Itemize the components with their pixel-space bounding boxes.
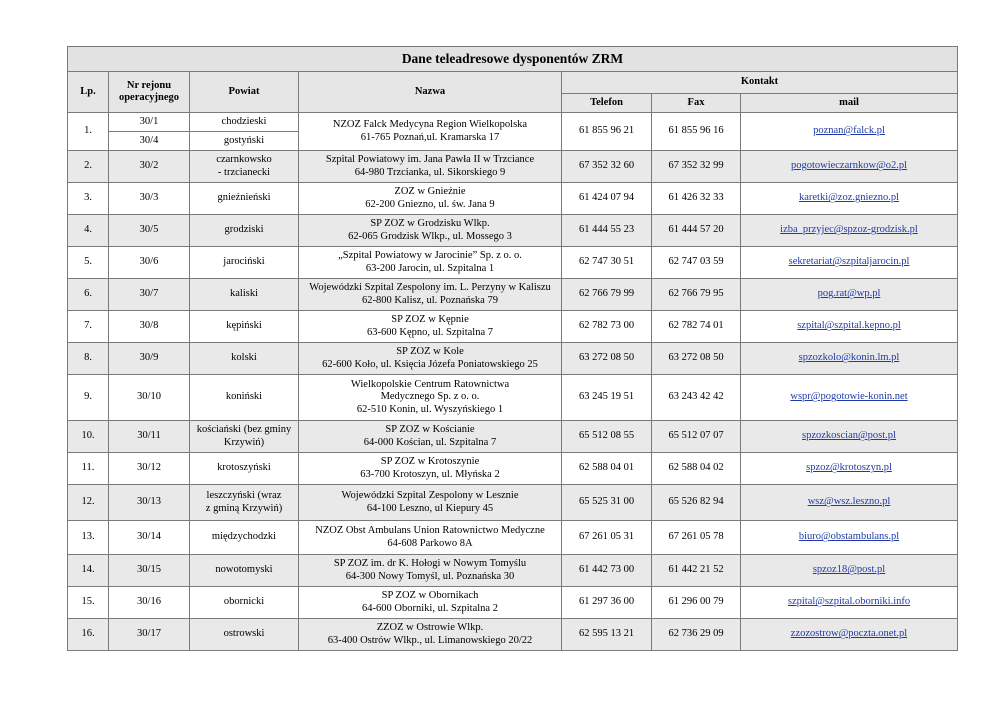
nazwa-line: ZOZ w Gnieźnie <box>394 186 466 197</box>
table-row <box>68 421 958 453</box>
cell-lp: 16. <box>68 619 109 651</box>
table-row <box>68 375 958 421</box>
cell-telefon: 63 272 08 50 <box>562 343 652 375</box>
nazwa-line: 63-700 Krotoszyn, ul. Młyńska 2 <box>360 468 500 480</box>
header-nazwa: Nazwa <box>299 72 562 113</box>
cell-fax: 62 736 29 09 <box>652 619 741 651</box>
cell-lp: 13. <box>68 521 109 555</box>
cell-nazwa <box>299 421 562 453</box>
cell-lp: 10. <box>68 421 109 453</box>
cell-powiat: grodziski <box>190 215 299 247</box>
cell-fax: 61 444 57 20 <box>652 215 741 247</box>
nazwa-line: SP ZOZ w Kościanie <box>385 424 475 435</box>
nazwa-line: 64-980 Trzcianka, ul. Sikorskiego 9 <box>354 166 506 178</box>
nazwa-line: SP ZOZ w Kępnie <box>391 314 469 325</box>
table-title: Dane teleadresowe dysponentów ZRM <box>68 47 958 72</box>
nazwa-line: SP ZOZ w Obornikach <box>381 590 479 601</box>
cell-mail <box>741 151 958 183</box>
cell-telefon: 61 297 36 00 <box>562 587 652 619</box>
table-row <box>68 453 958 485</box>
cell-lp: 11. <box>68 453 109 485</box>
cell-fax: 61 442 21 52 <box>652 555 741 587</box>
nazwa-line: Wojewódzki Szpital Zespolony w Lesznie <box>341 490 519 501</box>
cell-powiat: kolski <box>190 343 299 375</box>
cell-powiat: kaliski <box>190 279 299 311</box>
cell-nazwa <box>299 521 562 555</box>
cell-fax: 61 296 00 79 <box>652 587 741 619</box>
cell-powiat: nowotomyski <box>190 555 299 587</box>
cell-nazwa <box>299 453 562 485</box>
email-link[interactable]: spzozkoscian@post.pl <box>802 430 896 442</box>
header-powiat: Powiat <box>190 72 299 113</box>
cell-powiat: koniński <box>190 375 299 421</box>
email-link[interactable]: pog.rat@wp.pl <box>817 288 881 300</box>
cell-fax: 63 243 42 42 <box>652 375 741 421</box>
cell-mail <box>741 183 958 215</box>
cell-nazwa <box>299 485 562 521</box>
cell-nr: 30/8 <box>109 311 190 343</box>
email-link[interactable]: szpital@szpital.oborniki.info <box>787 596 911 608</box>
cell-nr: 30/17 <box>109 619 190 651</box>
cell-mail <box>741 521 958 555</box>
email-link[interactable]: szpital@szpital.kepno.pl <box>797 320 901 332</box>
cell-mail <box>741 113 958 151</box>
cell-powiat: kępiński <box>190 311 299 343</box>
cell-nazwa <box>299 151 562 183</box>
cell-nr: 30/13 <box>109 485 190 521</box>
cell-telefon: 62 595 13 21 <box>562 619 652 651</box>
nazwa-line: SP ZOZ w Krotoszynie <box>380 456 480 467</box>
table-row <box>68 485 958 521</box>
cell-nr: 30/15 <box>109 555 190 587</box>
table-row <box>68 521 958 555</box>
cell-fax: 62 588 04 02 <box>652 453 741 485</box>
cell-lp: 9. <box>68 375 109 421</box>
nazwa-line: 62-200 Gniezno, ul. św. Jana 9 <box>365 198 495 210</box>
cell-lp: 12. <box>68 485 109 521</box>
header-mail: mail <box>741 94 958 113</box>
nazwa-line: 63-400 Ostrów Wlkp., ul. Limanowskiego 20/22 <box>327 634 533 646</box>
table-row <box>68 311 958 343</box>
nazwa-line: SP ZOZ w Grodzisku Wlkp. <box>370 218 490 229</box>
cell-lp: 1. <box>68 113 109 151</box>
cell-nazwa <box>299 279 562 311</box>
nazwa-line: 63-200 Jarocin, ul. Szpitalna 1 <box>365 262 495 274</box>
cell-nazwa <box>299 619 562 651</box>
cell-nr: 30/10 <box>109 375 190 421</box>
email-link[interactable]: spzozkolo@konin.lm.pl <box>798 352 900 364</box>
cell-powiat: ostrowski <box>190 619 299 651</box>
cell-powiat: czarnkowsko - trzcianecki <box>190 151 299 183</box>
cell-fax: 67 352 32 99 <box>652 151 741 183</box>
cell-powiat: jarociński <box>190 247 299 279</box>
cell-fax: 65 512 07 07 <box>652 421 741 453</box>
nazwa-line: 63-600 Kępno, ul. Szpitalna 7 <box>367 326 493 338</box>
cell-powiat: kościański (bez gminy Krzywiń) <box>190 421 299 453</box>
cell-telefon: 62 782 73 00 <box>562 311 652 343</box>
cell-telefon: 67 352 32 60 <box>562 151 652 183</box>
cell-mail <box>741 375 958 421</box>
cell-nr: 30/12 <box>109 453 190 485</box>
table-row <box>68 619 958 651</box>
cell-fax: 63 272 08 50 <box>652 343 741 375</box>
cell-nr: 30/1 <box>109 113 190 132</box>
nazwa-line: „Szpital Powiatowy w Jarocinie” Sp. z o. o. <box>338 250 522 261</box>
table-row <box>68 113 958 132</box>
cell-nazwa <box>299 343 562 375</box>
email-link[interactable]: poznan@falck.pl <box>813 125 885 137</box>
cell-nazwa <box>299 555 562 587</box>
cell-mail <box>741 215 958 247</box>
header-fax: Fax <box>652 94 741 113</box>
table-row <box>68 587 958 619</box>
cell-fax: 61 855 96 16 <box>652 113 741 151</box>
cell-mail <box>741 247 958 279</box>
cell-lp: 4. <box>68 215 109 247</box>
cell-lp: 3. <box>68 183 109 215</box>
cell-telefon: 62 588 04 01 <box>562 453 652 485</box>
nazwa-line: Szpital Powiatowy im. Jana Pawła II w Trzciance <box>325 154 535 165</box>
table-row <box>68 215 958 247</box>
cell-lp: 2. <box>68 151 109 183</box>
nazwa-line: Wojewódzki Szpital Zespolony im. L. Perzyny w Kaliszu <box>309 282 551 293</box>
cell-nr: 30/5 <box>109 215 190 247</box>
cell-telefon: 63 245 19 51 <box>562 375 652 421</box>
cell-nazwa <box>299 215 562 247</box>
cell-lp: 7. <box>68 311 109 343</box>
cell-nr: 30/9 <box>109 343 190 375</box>
nazwa-line: 64-608 Parkowo 8A <box>387 537 473 549</box>
cell-telefon: 65 512 08 55 <box>562 421 652 453</box>
cell-mail <box>741 421 958 453</box>
cell-lp: 5. <box>68 247 109 279</box>
cell-powiat: gostyński <box>190 132 299 151</box>
nazwa-line: SP ZOZ w Kole <box>396 346 464 357</box>
email-link[interactable]: sekretariat@szpitaljarocin.pl <box>788 256 910 268</box>
cell-powiat: chodzieski <box>190 113 299 132</box>
cell-mail <box>741 343 958 375</box>
cell-powiat: krotoszyński <box>190 453 299 485</box>
cell-mail <box>741 485 958 521</box>
table-row <box>68 279 958 311</box>
nazwa-line: Medycznego Sp. z o. o. <box>380 391 480 403</box>
cell-powiat: obornicki <box>190 587 299 619</box>
cell-mail <box>741 555 958 587</box>
header-telefon: Telefon <box>562 94 652 113</box>
table-row <box>68 151 958 183</box>
cell-fax: 62 747 03 59 <box>652 247 741 279</box>
table-row <box>68 247 958 279</box>
nazwa-line: 62-065 Grodzisk Wlkp., ul. Mossego 3 <box>348 230 512 242</box>
cell-powiat: gnieźnieński <box>190 183 299 215</box>
cell-powiat: międzychodzki <box>190 521 299 555</box>
cell-nazwa <box>299 587 562 619</box>
cell-telefon: 62 747 30 51 <box>562 247 652 279</box>
cell-lp: 15. <box>68 587 109 619</box>
cell-nr: 30/16 <box>109 587 190 619</box>
cell-fax: 62 782 74 01 <box>652 311 741 343</box>
header-lp: Lp. <box>68 72 109 113</box>
cell-powiat: leszczyński (wraz z gminą Krzywiń) <box>190 485 299 521</box>
cell-nr: 30/6 <box>109 247 190 279</box>
email-link[interactable]: biuro@obstambulans.pl <box>798 531 900 543</box>
cell-nr: 30/7 <box>109 279 190 311</box>
cell-lp: 8. <box>68 343 109 375</box>
cell-telefon: 67 261 05 31 <box>562 521 652 555</box>
cell-mail <box>741 279 958 311</box>
nazwa-line: 64-300 Nowy Tomyśl, ul. Poznańska 30 <box>345 570 515 582</box>
cell-mail <box>741 311 958 343</box>
cell-lp: 14. <box>68 555 109 587</box>
cell-telefon: 61 424 07 94 <box>562 183 652 215</box>
cell-nr: 30/4 <box>109 132 190 151</box>
nazwa-line: 61-765 Poznań,ul. Kramarska 17 <box>360 131 500 143</box>
nazwa-line: 64-000 Kościan, ul. Szpitalna 7 <box>363 436 497 448</box>
cell-mail <box>741 587 958 619</box>
email-link[interactable]: spzoz@krotoszyn.pl <box>806 462 892 474</box>
table-row <box>68 183 958 215</box>
cell-nazwa <box>299 247 562 279</box>
email-link[interactable]: izba_przyjec@spzoz-grodzisk.pl <box>780 224 918 236</box>
cell-mail <box>741 619 958 651</box>
cell-telefon: 61 444 55 23 <box>562 215 652 247</box>
table-body <box>68 113 958 651</box>
cell-nr: 30/11 <box>109 421 190 453</box>
table-row <box>68 343 958 375</box>
cell-nazwa <box>299 113 562 151</box>
cell-nr: 30/3 <box>109 183 190 215</box>
cell-telefon: 65 525 31 00 <box>562 485 652 521</box>
cell-telefon: 61 442 73 00 <box>562 555 652 587</box>
cell-nazwa <box>299 375 562 421</box>
nazwa-line: NZOZ Obst Ambulans Union Ratownictwo Medyczne <box>315 525 545 536</box>
cell-telefon: 62 766 79 99 <box>562 279 652 311</box>
nazwa-line: 62-600 Koło, ul. Księcia Józefa Poniatowskiego 25 <box>322 358 538 370</box>
nazwa-line: 64-600 Oborniki, ul. Szpitalna 2 <box>362 602 498 614</box>
cell-mail <box>741 453 958 485</box>
email-link[interactable]: karetki@zoz.gniezno.pl <box>798 192 900 204</box>
email-link[interactable]: pogotowieczarnkow@o2.pl <box>790 160 908 172</box>
cell-nazwa <box>299 311 562 343</box>
email-link[interactable]: spzoz18@post.pl <box>812 564 886 576</box>
cell-fax: 65 526 82 94 <box>652 485 741 521</box>
cell-telefon: 61 855 96 21 <box>562 113 652 151</box>
nazwa-line: NZOZ Falck Medycyna Region Wielkopolska <box>332 119 528 130</box>
nazwa-line: 62-800 Kalisz, ul. Poznańska 79 <box>362 294 498 306</box>
nazwa-line: 64-100 Leszno, ul Kiepury 45 <box>366 502 494 514</box>
cell-nr: 30/2 <box>109 151 190 183</box>
cell-nr: 30/14 <box>109 521 190 555</box>
nazwa-line: Wielkopolskie Centrum Ratownictwa <box>350 378 510 390</box>
contacts-table <box>67 46 958 651</box>
cell-fax: 67 261 05 78 <box>652 521 741 555</box>
email-link[interactable]: wspr@pogotowie-konin.net <box>790 391 908 403</box>
nazwa-line: ZZOZ w Ostrowie Wlkp. <box>376 622 484 633</box>
header-kontakt: Kontakt <box>562 72 958 94</box>
cell-fax: 61 426 32 33 <box>652 183 741 215</box>
cell-lp: 6. <box>68 279 109 311</box>
nazwa-line: SP ZOZ im. dr K. Hołogi w Nowym Tomyślu <box>333 558 527 569</box>
cell-fax: 62 766 79 95 <box>652 279 741 311</box>
nazwa-line: 62-510 Konin, ul. Wyszyńskiego 1 <box>356 403 504 415</box>
email-link[interactable]: wsz@wsz.leszno.pl <box>807 496 891 508</box>
email-link[interactable]: zzozostrow@poczta.onet.pl <box>790 628 908 640</box>
table-row <box>68 555 958 587</box>
header-nr: Nr rejonu operacyjnego <box>109 72 190 113</box>
cell-nazwa <box>299 183 562 215</box>
